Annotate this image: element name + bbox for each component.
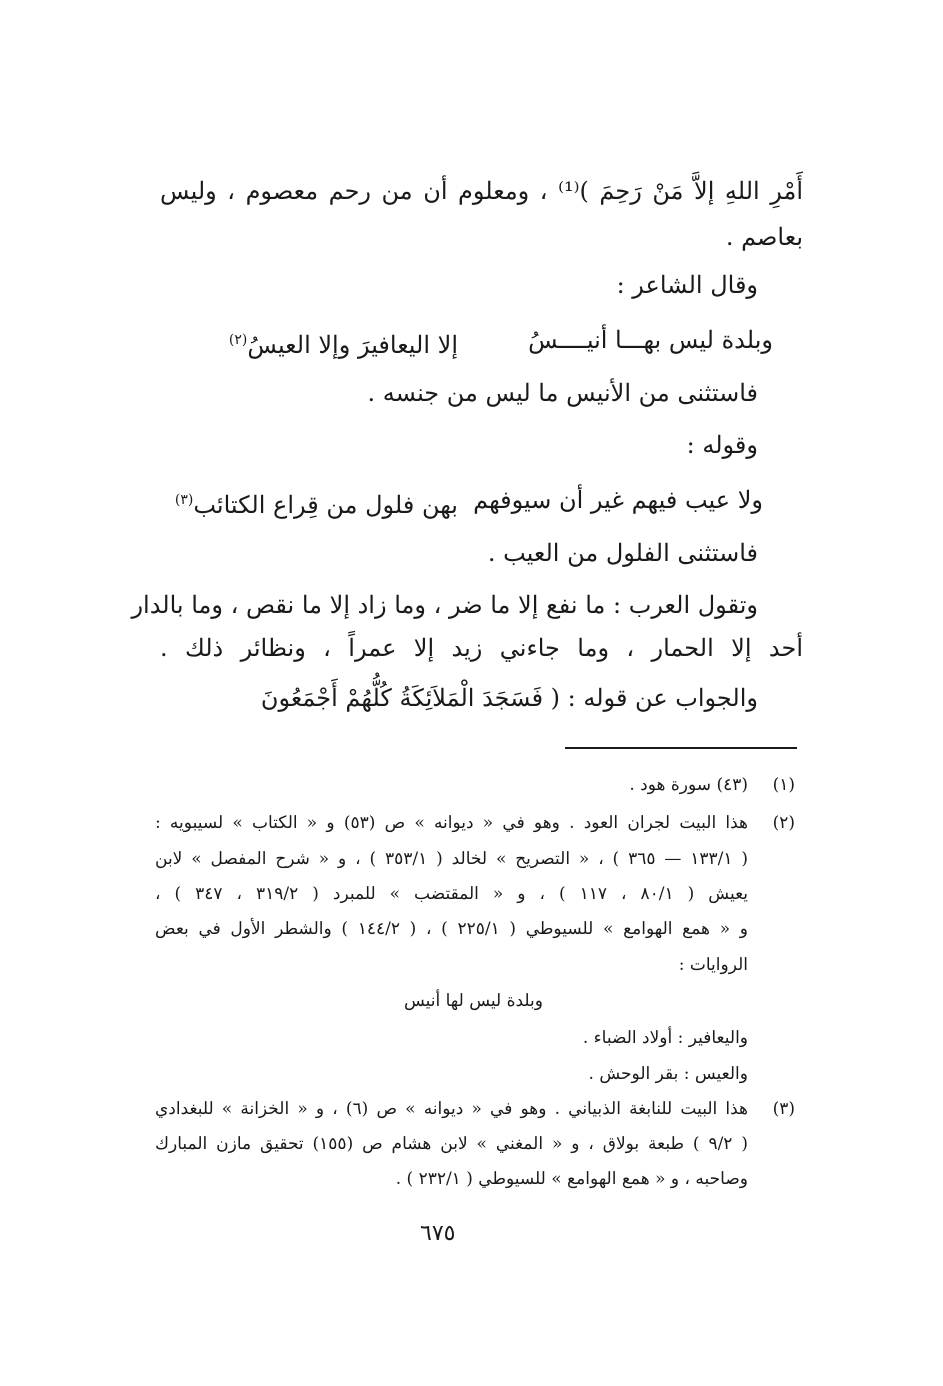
footnote-ref-3: (٣) bbox=[174, 492, 194, 508]
verse2-first-hemistich: ولا عيب فيهم غير أن سيوفهم bbox=[473, 486, 763, 514]
footnote-1-text: (٤٣) سورة هود . bbox=[629, 775, 748, 795]
verse1-first-hemistich: وبلدة ليس بهـــا أنيــــسُ bbox=[528, 326, 773, 354]
verse1-second-hemistich: إلا اليعافيرَ وإلا العيسُ$^{(٢)}$ bbox=[228, 331, 458, 359]
footnote-2-line: يعيش ( ٨٠/١ ، ١١٧ ) ، و « المقتضب » للمبرد ( ٣١٩/٢ ، ٣٤٧ ) ، bbox=[155, 884, 749, 904]
body-line-6: فاستثنى الفلول من العيب . bbox=[487, 539, 758, 567]
body-line-1: أَمْرِ اللهِ إلاَّ مَنْ رَحِمَ )⁽¹⁾ ، ومعلوم أن من رحم معصوم ، وليس bbox=[160, 177, 803, 205]
footnote-ref-2: (٢) bbox=[228, 332, 248, 348]
footnote-3-number: (٣) bbox=[772, 1099, 795, 1119]
body-line-7: وتقول العرب : ما نفع إلا ما ضر ، وما زاد إلا ما نقص ، وما بالدار bbox=[131, 591, 758, 619]
footnote-3-line: ( ٩/٢ ) طبعة بولاق ، و « المغني » لابن هشام ص (١٥٥) تحقيق مازن المبارك bbox=[155, 1134, 748, 1154]
footnote-separator bbox=[565, 747, 797, 749]
footnote-2-line: ( ١٣٣/١ — ٣٦٥ ) ، « التصريح » لخالد ( ٣٥٣/١ ) ، و « شرح المفصل » لابن bbox=[155, 849, 748, 869]
footnote-2-gloss: والعيس : بقر الوحش . bbox=[588, 1064, 748, 1084]
footnote-2-verse: وبلدة ليس لها أنيس bbox=[403, 991, 543, 1011]
body-line-3: وقال الشاعر : bbox=[616, 271, 758, 299]
footnote-2-gloss: واليعافير : أولاد الضباء . bbox=[582, 1028, 748, 1048]
footnote-3-line: هذا البيت للنابغة الذبياني . وهو في « ديوانه » ص (٦) ، و « الخزانة » للبغدادي bbox=[155, 1099, 748, 1119]
footnote-2-line: هذا البيت لجران العود . وهو في « ديوانه » ص (٥٣) و « الكتاب » لسيبويه : bbox=[155, 813, 748, 833]
body-line-8: أحد إلا الحمار ، وما جاءني زيد إلا عمراً ، ونظائر ذلك . bbox=[160, 634, 803, 662]
body-line-2: بعاصم . bbox=[725, 223, 803, 251]
footnote-2-line: الروايات : bbox=[678, 955, 748, 975]
footnote-2-line: و « همع الهوامع » للسيوطي ( ٢٢٥/١ ) ، ( ١٤٤/٢ ) والشطر الأول في بعض bbox=[155, 919, 748, 939]
body-line-5: وقوله : bbox=[686, 431, 758, 459]
body-line-4: فاستثنى من الأنيس ما ليس من جنسه . bbox=[367, 379, 758, 407]
footnote-3-line: وصاحبه ، و « همع الهوامع » للسيوطي ( ٢٣٢/١ ) . bbox=[395, 1169, 748, 1189]
footnote-1-number: (١) bbox=[772, 775, 795, 795]
page-number: ٦٧٥ bbox=[420, 1221, 456, 1246]
body-line-9: والجواب عن قوله : ( فَسَجَدَ الْمَلاَئِكَةُ كُلُّهُمْ أَجْمَعُونَ bbox=[260, 684, 758, 712]
footnote-2-number: (٢) bbox=[772, 813, 795, 833]
verse2-second-hemistich: بهن فلول من قِراع الكتائب$^{(٣)}$ bbox=[174, 491, 458, 519]
